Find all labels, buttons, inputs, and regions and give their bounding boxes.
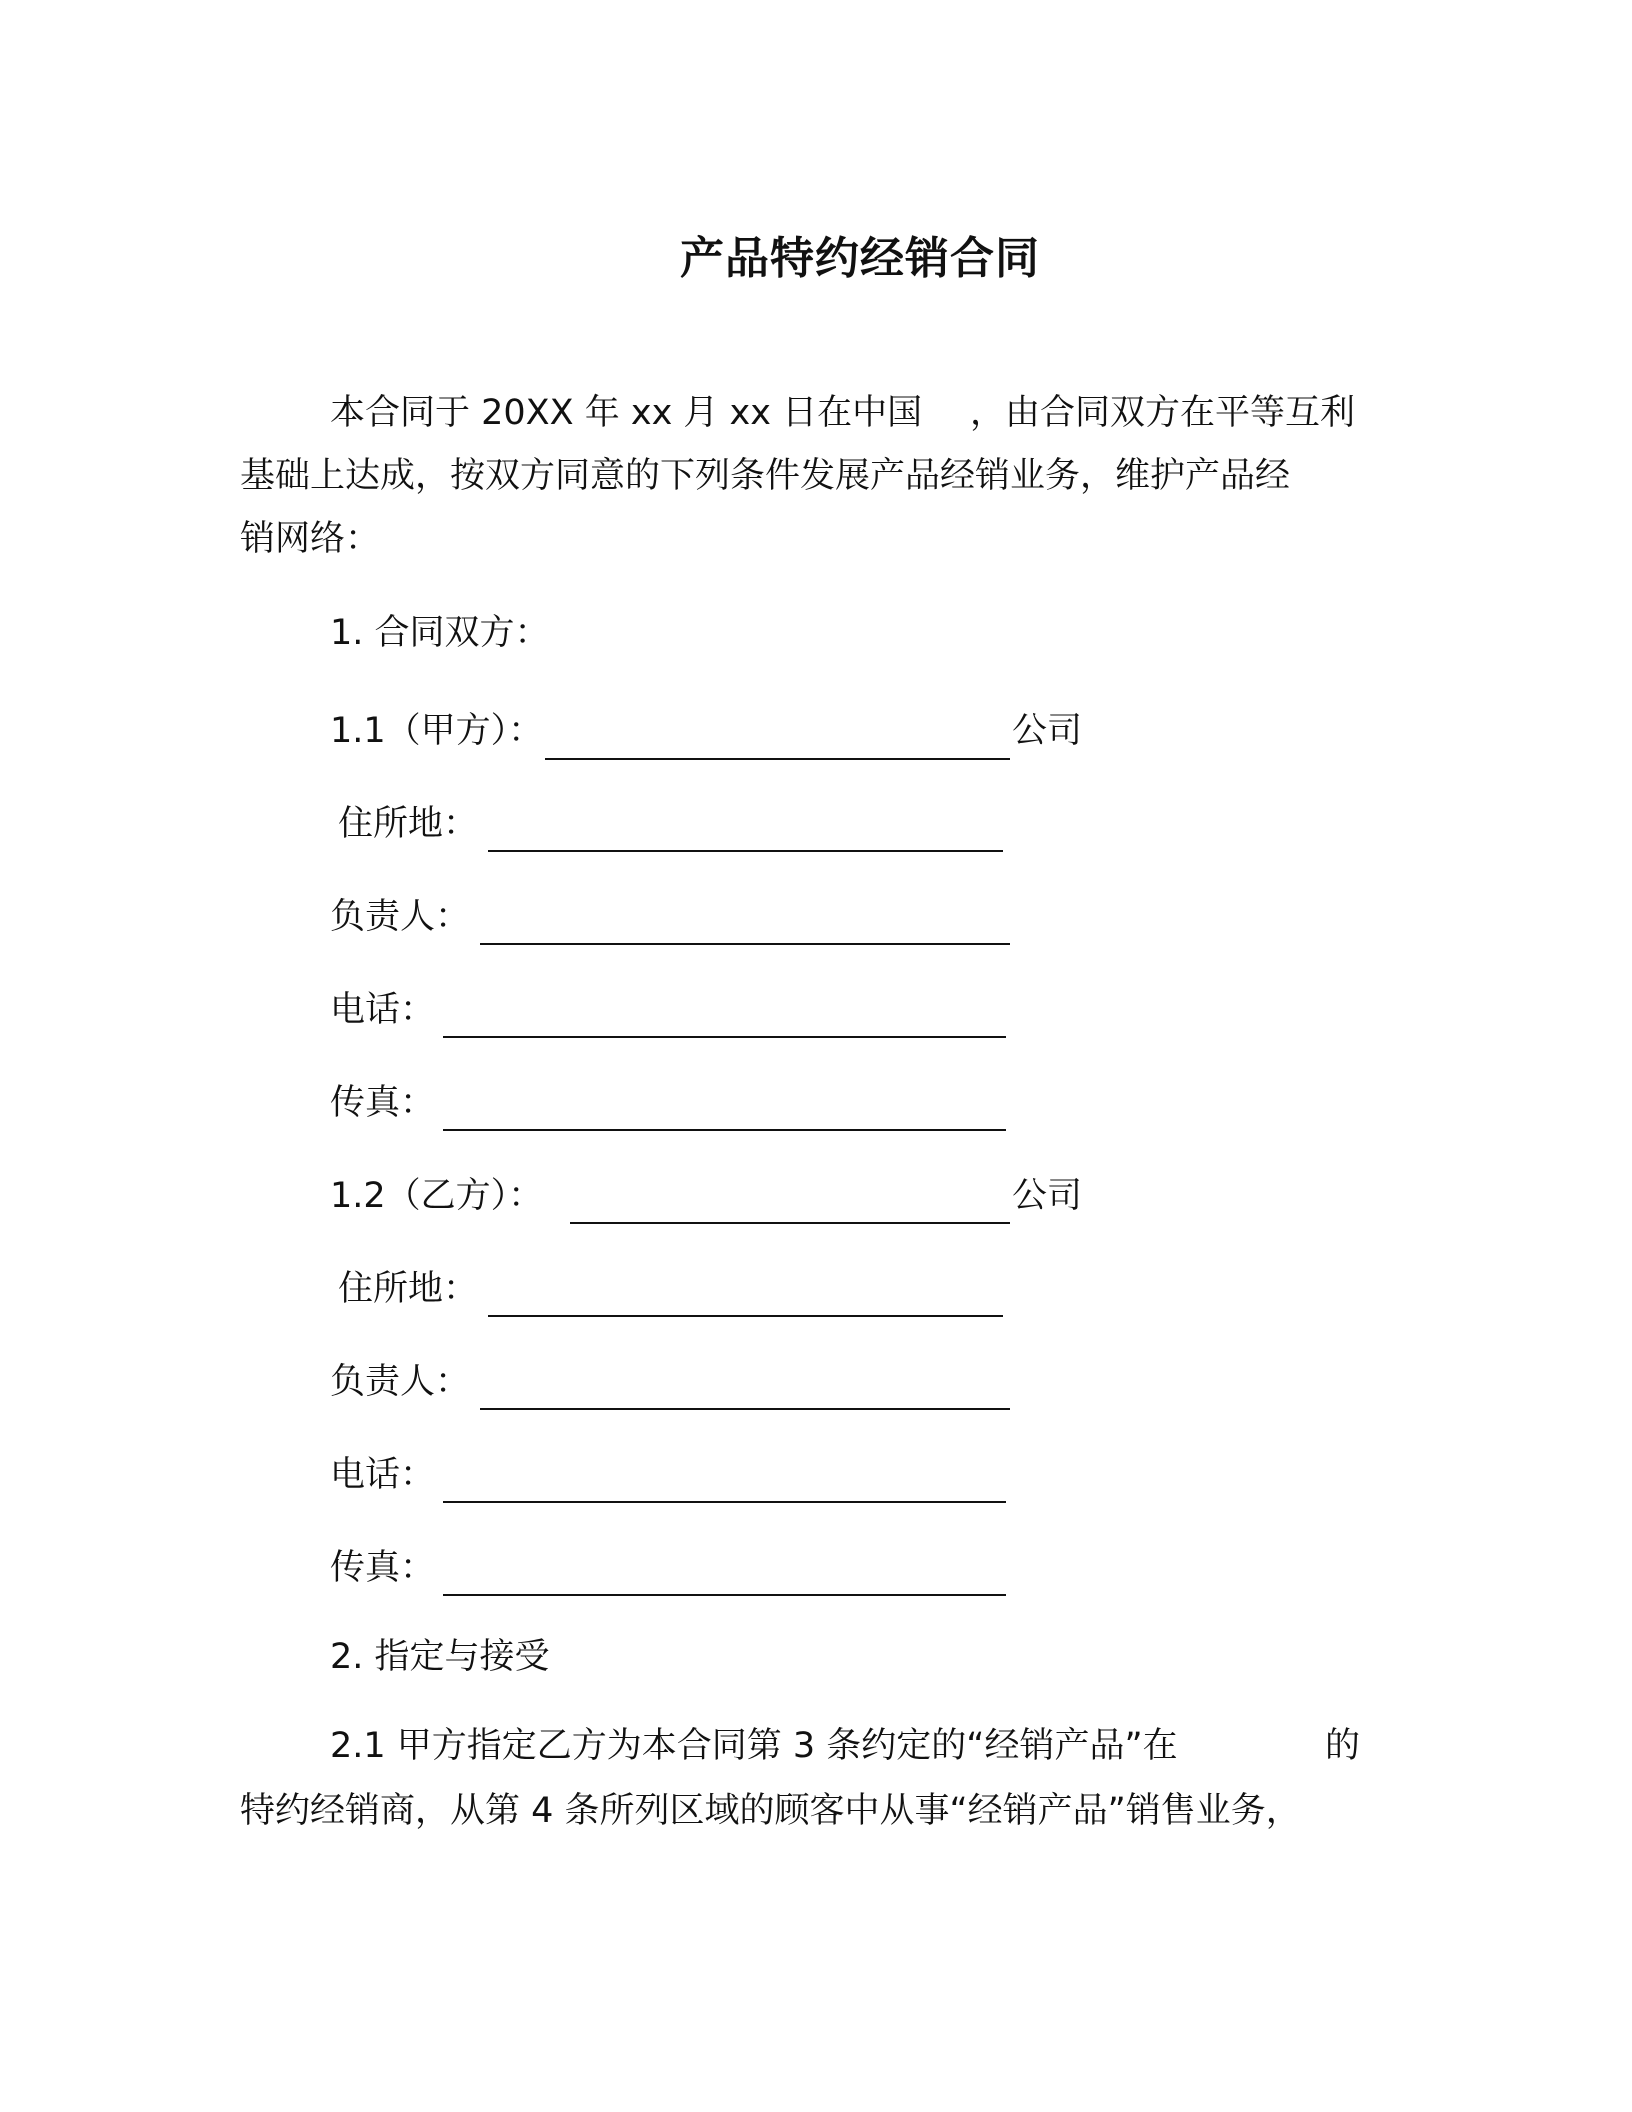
party-b-label: 1.2（乙方）： <box>330 1176 544 1216</box>
intro-line-1-a: 本合同于 20XX 年 xx 月 xx 日在中国 <box>330 393 923 433</box>
section-1-heading: 1. 合同双方： <box>330 613 550 653</box>
party-b-person-field[interactable] <box>480 1408 1010 1410</box>
party-a-address-field[interactable] <box>488 850 1003 852</box>
party-b-phone-field[interactable] <box>443 1501 1006 1503</box>
clause-2-1-line-1-a: 2.1 甲方指定乙方为本合同第 3 条约定的“经销产品”在 <box>330 1726 1178 1766</box>
party-b-name-field[interactable] <box>570 1222 1010 1224</box>
party-b-fax-field[interactable] <box>443 1594 1006 1596</box>
section-2-heading: 2. 指定与接受 <box>330 1637 550 1677</box>
party-b-suffix: 公司 <box>1012 1176 1083 1216</box>
party-a-label: 1.1（甲方）： <box>330 711 544 751</box>
party-a-name-field[interactable] <box>545 758 1010 760</box>
party-a-fax-label: 传真： <box>330 1083 436 1123</box>
intro-line-1-b: ，由合同双方在平等互利 <box>970 393 1356 433</box>
party-a-fax-field[interactable] <box>443 1129 1006 1131</box>
party-a-address-label: 住所地： <box>338 804 479 844</box>
party-b-person-label: 负责人： <box>330 1362 471 1402</box>
party-a-phone-field[interactable] <box>443 1036 1006 1038</box>
intro-line-2: 基础上达成，按双方同意的下列条件发展产品经销业务，维护产品经 <box>240 456 1291 496</box>
document-title: 产品特约经销合同 <box>680 233 1040 284</box>
clause-2-1-line-2: 特约经销商，从第 4 条所列区域的顾客中从事“经销产品”销售业务， <box>240 1791 1301 1831</box>
clause-2-1-line-1-b: 的 <box>1325 1726 1361 1766</box>
party-b-address-field[interactable] <box>488 1315 1003 1317</box>
party-a-suffix: 公司 <box>1012 711 1083 751</box>
party-a-phone-label: 电话： <box>330 990 436 1030</box>
party-a-person-label: 负责人： <box>330 897 471 937</box>
party-b-phone-label: 电话： <box>330 1455 436 1495</box>
party-a-person-field[interactable] <box>480 943 1010 945</box>
party-b-fax-label: 传真： <box>330 1548 436 1588</box>
party-b-address-label: 住所地： <box>338 1269 479 1309</box>
intro-line-3: 销网络： <box>240 519 381 559</box>
